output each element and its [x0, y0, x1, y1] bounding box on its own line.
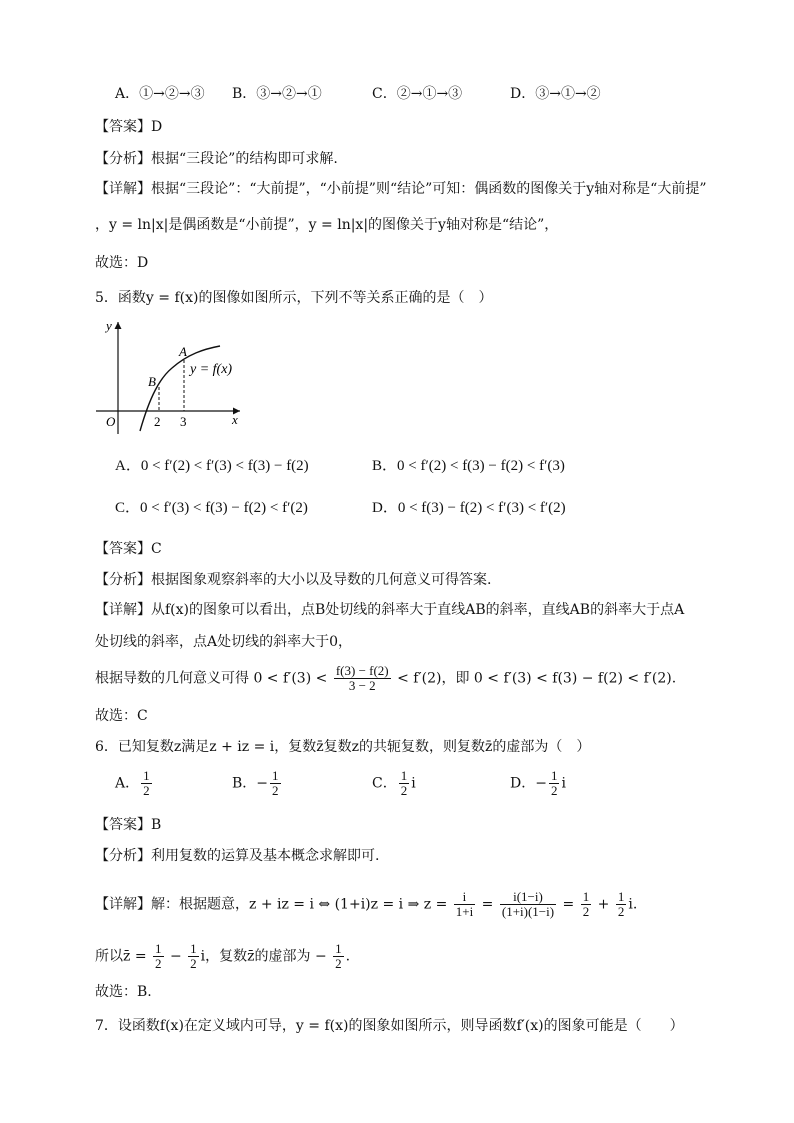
q6-option-c: C． $\frac{1}{2}$ i — [372, 768, 416, 798]
q4-option-d: D．③→①→② — [510, 86, 601, 102]
q4-option-b: B．③→②→① — [232, 86, 322, 102]
q5-option-d: D．0 < f(3) − f(2) < f′(3) < f′(2) — [372, 500, 566, 516]
q5-detail-3-text-a: 根据导数的几何意义可得 0 < f′(3) < — [95, 670, 328, 687]
x-axis-label: x — [232, 412, 238, 427]
q5-stem: 5．函数y = f(x)的图像如图所示，下列不等关系正确的是（ ） — [95, 290, 493, 306]
q6-option-b: B．− $\frac{1}{2}$ — [232, 768, 279, 798]
q6-stem: 6．已知复数z满足z + iz = i，复数z̄复数z的共轭复数，则复数z̄的虚部为（ ） — [95, 739, 591, 755]
q4-option-c: C．②→①→③ — [372, 86, 463, 102]
q5-detail-line-2: 处切线的斜率，点A处切线的斜率大于0， — [95, 634, 353, 650]
q6-option-d: D．− $\frac{1}{2}$ i — [510, 768, 566, 798]
q4-option-a: A．①→②→③ — [115, 86, 205, 102]
q5-option-c: C．0 < f′(3) < f(3) − f(2) < f′(2) — [115, 500, 308, 516]
q6-answer: 【答案】B — [95, 817, 162, 833]
q4-answer: 【答案】D — [95, 119, 163, 135]
q5-answer: 【答案】C — [95, 541, 162, 557]
curve-label: y = f(x) — [190, 362, 233, 377]
q5-fraction: $\frac{f(3) - f(2)}{3 - 2}$ — [335, 663, 389, 693]
q4-choice: 故选：D — [95, 255, 149, 271]
q5-detail-line-1: 【详解】从f(x)的图象可以看出，点B处切线的斜率大于直线AB的斜率，直线AB的斜率大于点A — [95, 602, 685, 618]
q4-detail-line-2: ，y = ln|x|是偶函数是“小前提”，y = ln|x|的图像关于y轴对称是“结论”， — [95, 217, 559, 233]
q5-option-a: A．0 < f′(2) < f′(3) < f(3) − f(2) — [115, 458, 309, 474]
q6-choice: 故选：B. — [95, 984, 152, 1000]
tick-2-label: 2 — [154, 414, 161, 429]
q6-analysis: 【分析】利用复数的运算及基本概念求解即可. — [95, 848, 380, 864]
q5-choice: 故选：C — [95, 708, 148, 724]
q4-detail-line-1: 【详解】根据“三段论”：“大前提”，“小前提”则“结论”可知：偶函数的图像关于y轴对称是“大前提” — [95, 181, 707, 197]
point-a-label: A — [179, 344, 187, 359]
q5-detail-3-text-b: < f′(2)，即 0 < f′(3) < f(3) − f(2) < f′(2). — [397, 670, 677, 687]
q6-detail-line-1: 【详解】解：根据题意，z + iz = i ⇔ (1+i)z = i ⇒ z = $\frac{i}{1+i}$ = $\frac{i(1-i)}{(1+i)(1-i)}$ = $\frac{1}{2}$ + $\frac{1}{2}$ i. — [95, 889, 638, 919]
q5-analysis: 【分析】根据图象观察斜率的大小以及导数的几何意义可得答案. — [95, 572, 492, 588]
q5-option-b: B．0 < f′(2) < f(3) − f(2) < f′(3) — [372, 458, 565, 474]
q4-analysis: 【分析】根据“三段论”的结构即可求解. — [95, 151, 338, 167]
tick-3-label: 3 — [180, 414, 187, 429]
q6-option-a: A． $\frac{1}{2}$ — [115, 768, 150, 798]
q7-stem: 7．设函数f(x)在定义域内可导，y = f(x)的图象如图所示，则导函数f′(x)的图象可能是（ ） — [95, 1018, 684, 1034]
origin-label: O — [106, 414, 116, 429]
q5-function-graph — [92, 316, 262, 436]
q5-detail-line-3 — [95, 664, 676, 693]
point-b-label: B — [148, 374, 156, 389]
q6-detail-line-2: 所以z̄ = $\frac{1}{2}$ − $\frac{1}{2}$ i，复数z̄的虚部为 − $\frac{1}{2}$ . — [95, 941, 351, 971]
y-axis-label: y — [106, 318, 112, 333]
